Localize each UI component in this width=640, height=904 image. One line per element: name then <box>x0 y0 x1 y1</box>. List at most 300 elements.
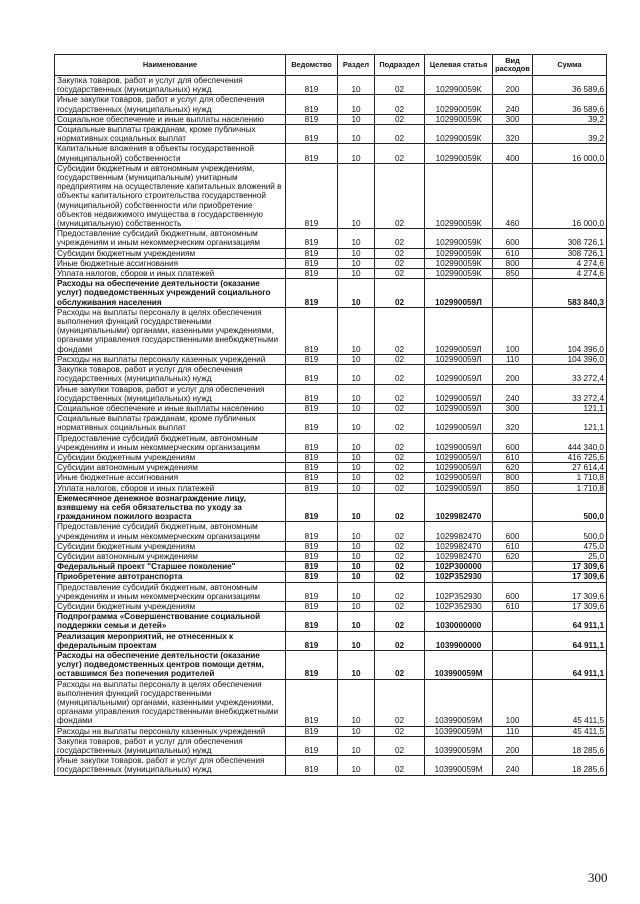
cell-subsection: 02 <box>375 452 425 462</box>
table-row <box>55 229 607 248</box>
cell-target-item: 1039900000 <box>425 631 493 650</box>
cell-target-item: 102990059К <box>425 76 493 95</box>
cell-expense-type: 800 <box>493 258 533 268</box>
cell-subsection: 02 <box>375 114 425 124</box>
cell-section: 10 <box>338 493 375 522</box>
cell-amount: 45 411,5 <box>533 679 607 726</box>
cell-target-item: 1029982470 <box>425 541 493 551</box>
cell-target-item: 102990059Л <box>425 433 493 452</box>
cell-department: 819 <box>286 76 338 95</box>
cell-amount: 104 396,0 <box>533 354 607 364</box>
cell-department: 819 <box>286 354 338 364</box>
cell-name: Субсидии автономным учреждениям <box>55 463 286 473</box>
cell-target-item: 102990059К <box>425 269 493 279</box>
cell-target-item: 102990059Л <box>425 463 493 473</box>
cell-amount: 64 911,1 <box>533 650 607 679</box>
cell-section: 10 <box>338 258 375 268</box>
budget-table <box>54 54 607 776</box>
cell-amount: 64 911,1 <box>533 612 607 631</box>
cell-target-item: 1029982470 <box>425 493 493 522</box>
table-row <box>55 307 607 354</box>
cell-expense-type: 400 <box>493 144 533 163</box>
cell-name: Расходы на выплаты персоналу казенных учреждений <box>55 354 286 364</box>
cell-target-item: 102990059К <box>425 95 493 114</box>
cell-name: Субсидии бюджетным учреждениям <box>55 541 286 551</box>
cell-expense-type: 320 <box>493 125 533 144</box>
cell-expense-type <box>493 650 533 679</box>
cell-name: Иные закупки товаров, работ и услуг для обеспечения государственных (муниципальных) нужд <box>55 95 286 114</box>
cell-expense-type: 300 <box>493 114 533 124</box>
cell-name: Расходы на выплаты персоналу казенных учреждений <box>55 726 286 736</box>
cell-target-item: 102Р300000 <box>425 562 493 572</box>
table-row <box>55 551 607 561</box>
cell-department: 819 <box>286 384 338 403</box>
cell-expense-type: 300 <box>493 403 533 413</box>
table-row <box>55 679 607 726</box>
cell-expense-type: 620 <box>493 551 533 561</box>
cell-subsection: 02 <box>375 601 425 611</box>
cell-section: 10 <box>338 562 375 572</box>
cell-target-item: 1030000000 <box>425 612 493 631</box>
cell-expense-type <box>493 631 533 650</box>
cell-name: Социальное обеспечение и иные выплаты населению <box>55 114 286 124</box>
cell-amount: 308 726,1 <box>533 248 607 258</box>
cell-subsection: 02 <box>375 650 425 679</box>
cell-expense-type: 240 <box>493 384 533 403</box>
cell-expense-type: 800 <box>493 473 533 483</box>
cell-subsection: 02 <box>375 522 425 541</box>
cell-name: Социальное обеспечение и иные выплаты населению <box>55 403 286 413</box>
cell-section: 10 <box>338 248 375 258</box>
cell-department: 819 <box>286 279 338 308</box>
cell-subsection: 02 <box>375 433 425 452</box>
cell-amount: 17 309,6 <box>533 562 607 572</box>
table-row <box>55 736 607 755</box>
cell-target-item: 102990059Л <box>425 483 493 493</box>
cell-subsection: 02 <box>375 365 425 384</box>
cell-section: 10 <box>338 114 375 124</box>
cell-target-item: 102990059Л <box>425 365 493 384</box>
cell-subsection: 02 <box>375 307 425 354</box>
cell-section: 10 <box>338 354 375 364</box>
cell-amount: 27 614,4 <box>533 463 607 473</box>
cell-subsection: 02 <box>375 384 425 403</box>
cell-expense-type: 600 <box>493 582 533 601</box>
cell-expense-type <box>493 572 533 582</box>
cell-subsection: 02 <box>375 144 425 163</box>
cell-target-item: 102990059К <box>425 125 493 144</box>
cell-target-item: 102990059К <box>425 163 493 228</box>
table-row <box>55 522 607 541</box>
cell-name: Субсидии бюджетным учреждениям <box>55 452 286 462</box>
page-number: 300 <box>588 870 608 885</box>
cell-subsection: 02 <box>375 354 425 364</box>
cell-department: 819 <box>286 562 338 572</box>
cell-department: 819 <box>286 258 338 268</box>
cell-subsection: 02 <box>375 612 425 631</box>
header-department: Ведомство <box>286 55 338 76</box>
cell-name: Расходы на обеспечение деятельности (оказание услуг) подведомственных учреждений социального обслуживания населения <box>55 279 286 308</box>
header-subsection: Подраздел <box>375 55 425 76</box>
cell-target-item: 102990059К <box>425 144 493 163</box>
cell-expense-type: 240 <box>493 95 533 114</box>
cell-department: 819 <box>286 163 338 228</box>
table-row <box>55 582 607 601</box>
cell-amount: 33 272,4 <box>533 365 607 384</box>
cell-department: 819 <box>286 483 338 493</box>
cell-subsection: 02 <box>375 463 425 473</box>
cell-amount: 121,1 <box>533 414 607 433</box>
cell-amount: 104 396,0 <box>533 307 607 354</box>
cell-subsection: 02 <box>375 76 425 95</box>
cell-name: Подпрограмма «Совершенствование социальной поддержки семьи и детей» <box>55 612 286 631</box>
cell-name: Иные бюджетные ассигнования <box>55 258 286 268</box>
cell-department: 819 <box>286 541 338 551</box>
cell-section: 10 <box>338 582 375 601</box>
cell-target-item: 102Р352930 <box>425 572 493 582</box>
cell-subsection: 02 <box>375 679 425 726</box>
cell-target-item: 102Р352930 <box>425 601 493 611</box>
cell-section: 10 <box>338 522 375 541</box>
table-row <box>55 354 607 364</box>
cell-name: Закупка товаров, работ и услуг для обеспечения государственных (муниципальных) нужд <box>55 365 286 384</box>
cell-target-item: 102990059К <box>425 229 493 248</box>
table-row <box>55 473 607 483</box>
cell-amount: 17 309,6 <box>533 582 607 601</box>
cell-department: 819 <box>286 582 338 601</box>
cell-expense-type: 850 <box>493 269 533 279</box>
cell-name: Закупка товаров, работ и услуг для обеспечения государственных (муниципальных) нужд <box>55 736 286 755</box>
table-header-row <box>55 55 607 76</box>
cell-department: 819 <box>286 307 338 354</box>
cell-target-item: 102990059Л <box>425 307 493 354</box>
cell-subsection: 02 <box>375 163 425 228</box>
cell-expense-type: 460 <box>493 163 533 228</box>
cell-target-item: 102990059Л <box>425 403 493 413</box>
table-row <box>55 726 607 736</box>
cell-expense-type: 110 <box>493 354 533 364</box>
cell-section: 10 <box>338 483 375 493</box>
table-row <box>55 403 607 413</box>
table-row <box>55 258 607 268</box>
table-row <box>55 279 607 308</box>
cell-name: Субсидии бюджетным и автономным учреждениям, государственным (муниципальным) унитарным предприятиям на осуществление капитальных вложений в объекты капитального строительства государственной (муниципальной) собственности или приобретение объектов недвижимого имущества в государственную (муниципальную) собственность <box>55 163 286 228</box>
cell-section: 10 <box>338 601 375 611</box>
cell-section: 10 <box>338 736 375 755</box>
cell-expense-type: 110 <box>493 726 533 736</box>
cell-subsection: 02 <box>375 551 425 561</box>
header-target-item: Целевая статья <box>425 55 493 76</box>
cell-expense-type <box>493 562 533 572</box>
cell-target-item: 102990059Л <box>425 354 493 364</box>
table-row <box>55 756 607 775</box>
cell-target-item: 103990059М <box>425 650 493 679</box>
cell-subsection: 02 <box>375 483 425 493</box>
cell-name: Расходы на обеспечение деятельности (оказание услуг) подведомственных центров помощи детям, оставшимся без попечения родителей <box>55 650 286 679</box>
cell-subsection: 02 <box>375 756 425 775</box>
cell-amount: 17 309,6 <box>533 601 607 611</box>
cell-section: 10 <box>338 229 375 248</box>
cell-subsection: 02 <box>375 473 425 483</box>
cell-target-item: 103990059М <box>425 756 493 775</box>
cell-department: 819 <box>286 726 338 736</box>
cell-expense-type <box>493 612 533 631</box>
cell-name: Социальные выплаты гражданам, кроме публичных нормативных социальных выплат <box>55 414 286 433</box>
cell-amount: 444 340,0 <box>533 433 607 452</box>
cell-amount: 416 725,6 <box>533 452 607 462</box>
cell-expense-type: 100 <box>493 679 533 726</box>
cell-section: 10 <box>338 414 375 433</box>
cell-target-item: 102Р352930 <box>425 582 493 601</box>
cell-department: 819 <box>286 650 338 679</box>
cell-subsection: 02 <box>375 414 425 433</box>
cell-department: 819 <box>286 572 338 582</box>
cell-section: 10 <box>338 679 375 726</box>
cell-department: 819 <box>286 493 338 522</box>
cell-amount: 1 710,8 <box>533 483 607 493</box>
cell-name: Реализация мероприятий, не отнесенных к федеральным проектам <box>55 631 286 650</box>
cell-expense-type: 610 <box>493 452 533 462</box>
table-row <box>55 483 607 493</box>
cell-amount: 36 589,6 <box>533 76 607 95</box>
cell-department: 819 <box>286 452 338 462</box>
cell-expense-type: 850 <box>493 483 533 493</box>
cell-section: 10 <box>338 384 375 403</box>
cell-section: 10 <box>338 572 375 582</box>
cell-name: Субсидии автономным учреждениям <box>55 551 286 561</box>
cell-department: 819 <box>286 248 338 258</box>
cell-section: 10 <box>338 279 375 308</box>
table-row <box>55 365 607 384</box>
cell-amount: 39,2 <box>533 114 607 124</box>
table-row <box>55 541 607 551</box>
cell-section: 10 <box>338 551 375 561</box>
cell-department: 819 <box>286 229 338 248</box>
cell-name: Ежемесячное денежное вознаграждение лицу, взявшему на себя обязательства по уходу за гражданином пожилого возраста <box>55 493 286 522</box>
cell-amount: 475,0 <box>533 541 607 551</box>
table-row <box>55 562 607 572</box>
cell-expense-type <box>493 279 533 308</box>
table-row <box>55 650 607 679</box>
cell-expense-type <box>493 493 533 522</box>
cell-target-item: 102990059Л <box>425 414 493 433</box>
cell-expense-type: 610 <box>493 248 533 258</box>
table-row <box>55 269 607 279</box>
cell-expense-type: 610 <box>493 601 533 611</box>
cell-section: 10 <box>338 612 375 631</box>
cell-name: Субсидии бюджетным учреждениям <box>55 248 286 258</box>
cell-target-item: 102990059Л <box>425 384 493 403</box>
table-row <box>55 493 607 522</box>
cell-amount: 500,0 <box>533 493 607 522</box>
cell-section: 10 <box>338 365 375 384</box>
cell-department: 819 <box>286 125 338 144</box>
cell-target-item: 102990059Л <box>425 473 493 483</box>
cell-amount: 25,0 <box>533 551 607 561</box>
cell-expense-type: 200 <box>493 365 533 384</box>
header-amount: Сумма <box>533 55 607 76</box>
cell-name: Социальные выплаты гражданам, кроме публичных нормативных социальных выплат <box>55 125 286 144</box>
table-row <box>55 433 607 452</box>
cell-department: 819 <box>286 433 338 452</box>
cell-section: 10 <box>338 403 375 413</box>
cell-name: Предоставление субсидий бюджетным, автономным учреждениям и иным некоммерческим организациям <box>55 433 286 452</box>
cell-name: Закупка товаров, работ и услуг для обеспечения государственных (муниципальных) нужд <box>55 76 286 95</box>
cell-target-item: 102990059Л <box>425 452 493 462</box>
table-row <box>55 95 607 114</box>
cell-section: 10 <box>338 452 375 462</box>
table-row <box>55 414 607 433</box>
cell-target-item: 102990059К <box>425 258 493 268</box>
cell-name: Приобретение автотранспорта <box>55 572 286 582</box>
table-row <box>55 463 607 473</box>
cell-department: 819 <box>286 473 338 483</box>
cell-amount: 16 000,0 <box>533 163 607 228</box>
cell-amount: 36 589,6 <box>533 95 607 114</box>
cell-section: 10 <box>338 726 375 736</box>
cell-subsection: 02 <box>375 229 425 248</box>
table-row <box>55 76 607 95</box>
cell-name: Уплата налогов, сборов и иных платежей <box>55 483 286 493</box>
table-row <box>55 163 607 228</box>
cell-subsection: 02 <box>375 269 425 279</box>
cell-department: 819 <box>286 551 338 561</box>
cell-department: 819 <box>286 631 338 650</box>
cell-amount: 45 411,5 <box>533 726 607 736</box>
cell-name: Федеральный проект "Старшее поколение" <box>55 562 286 572</box>
cell-expense-type: 320 <box>493 414 533 433</box>
cell-department: 819 <box>286 114 338 124</box>
cell-section: 10 <box>338 76 375 95</box>
cell-subsection: 02 <box>375 572 425 582</box>
cell-subsection: 02 <box>375 631 425 650</box>
cell-section: 10 <box>338 463 375 473</box>
cell-target-item: 103990059М <box>425 736 493 755</box>
cell-subsection: 02 <box>375 125 425 144</box>
cell-amount: 18 285,6 <box>533 756 607 775</box>
cell-name: Расходы на выплаты персоналу в целях обеспечения выполнения функций государственными (муниципальными) органами, казенными учреждениями, органами управления государственными внебюджетными фондами <box>55 307 286 354</box>
cell-department: 819 <box>286 756 338 775</box>
cell-expense-type: 610 <box>493 541 533 551</box>
cell-section: 10 <box>338 631 375 650</box>
cell-target-item: 1029982470 <box>425 522 493 541</box>
cell-subsection: 02 <box>375 582 425 601</box>
table-row <box>55 248 607 258</box>
table-row <box>55 125 607 144</box>
cell-department: 819 <box>286 463 338 473</box>
cell-amount: 33 272,4 <box>533 384 607 403</box>
cell-target-item: 1029982470 <box>425 551 493 561</box>
cell-target-item: 102990059К <box>425 248 493 258</box>
cell-subsection: 02 <box>375 736 425 755</box>
cell-section: 10 <box>338 756 375 775</box>
cell-target-item: 103990059М <box>425 679 493 726</box>
cell-amount: 4 274,6 <box>533 258 607 268</box>
cell-name: Иные закупки товаров, работ и услуг для обеспечения государственных (муниципальных) нужд <box>55 384 286 403</box>
cell-amount: 121,1 <box>533 403 607 413</box>
cell-name: Капитальные вложения в объекты государственной (муниципальной) собственности <box>55 144 286 163</box>
cell-section: 10 <box>338 269 375 279</box>
cell-target-item: 103990059М <box>425 726 493 736</box>
cell-amount: 64 911,1 <box>533 631 607 650</box>
cell-department: 819 <box>286 414 338 433</box>
table-row <box>55 601 607 611</box>
cell-subsection: 02 <box>375 541 425 551</box>
cell-amount: 39,2 <box>533 125 607 144</box>
cell-department: 819 <box>286 522 338 541</box>
cell-amount: 17 309,6 <box>533 572 607 582</box>
cell-expense-type: 600 <box>493 229 533 248</box>
cell-department: 819 <box>286 365 338 384</box>
cell-department: 819 <box>286 144 338 163</box>
cell-section: 10 <box>338 473 375 483</box>
cell-subsection: 02 <box>375 279 425 308</box>
cell-section: 10 <box>338 144 375 163</box>
cell-name: Уплата налогов, сборов и иных платежей <box>55 269 286 279</box>
table-row <box>55 612 607 631</box>
cell-subsection: 02 <box>375 258 425 268</box>
cell-amount: 18 285,6 <box>533 736 607 755</box>
cell-department: 819 <box>286 612 338 631</box>
cell-expense-type: 240 <box>493 756 533 775</box>
cell-amount: 583 840,3 <box>533 279 607 308</box>
cell-section: 10 <box>338 433 375 452</box>
table-row <box>55 144 607 163</box>
cell-name: Предоставление субсидий бюджетным, автономным учреждениям и иным некоммерческим организациям <box>55 522 286 541</box>
cell-name: Расходы на выплаты персоналу в целях обеспечения выполнения функций государственными (муниципальными) органами, казенными учреждениями, органами управления государственными внебюджетными фондами <box>55 679 286 726</box>
cell-subsection: 02 <box>375 403 425 413</box>
header-section: Раздел <box>338 55 375 76</box>
cell-section: 10 <box>338 650 375 679</box>
cell-section: 10 <box>338 163 375 228</box>
cell-name: Иные бюджетные ассигнования <box>55 473 286 483</box>
cell-name: Субсидии бюджетным учреждениям <box>55 601 286 611</box>
cell-amount: 308 726,1 <box>533 229 607 248</box>
cell-expense-type: 200 <box>493 76 533 95</box>
cell-name: Предоставление субсидий бюджетным, автономным учреждениям и иным некоммерческим организациям <box>55 582 286 601</box>
cell-section: 10 <box>338 541 375 551</box>
cell-section: 10 <box>338 307 375 354</box>
table-row <box>55 384 607 403</box>
cell-expense-type: 600 <box>493 433 533 452</box>
cell-department: 819 <box>286 95 338 114</box>
table-row <box>55 572 607 582</box>
cell-name: Иные закупки товаров, работ и услуг для обеспечения государственных (муниципальных) нужд <box>55 756 286 775</box>
cell-target-item: 102990059К <box>425 114 493 124</box>
cell-department: 819 <box>286 269 338 279</box>
cell-subsection: 02 <box>375 562 425 572</box>
cell-expense-type: 620 <box>493 463 533 473</box>
cell-department: 819 <box>286 601 338 611</box>
cell-section: 10 <box>338 125 375 144</box>
cell-subsection: 02 <box>375 95 425 114</box>
cell-subsection: 02 <box>375 493 425 522</box>
cell-subsection: 02 <box>375 248 425 258</box>
cell-department: 819 <box>286 403 338 413</box>
header-expense-type: Вид расходов <box>493 55 533 76</box>
cell-amount: 500,0 <box>533 522 607 541</box>
cell-target-item: 102990059Л <box>425 279 493 308</box>
cell-expense-type: 100 <box>493 307 533 354</box>
cell-amount: 16 000,0 <box>533 144 607 163</box>
cell-section: 10 <box>338 95 375 114</box>
cell-department: 819 <box>286 736 338 755</box>
cell-subsection: 02 <box>375 726 425 736</box>
cell-amount: 1 710,8 <box>533 473 607 483</box>
table-row <box>55 114 607 124</box>
cell-expense-type: 600 <box>493 522 533 541</box>
table-row <box>55 631 607 650</box>
